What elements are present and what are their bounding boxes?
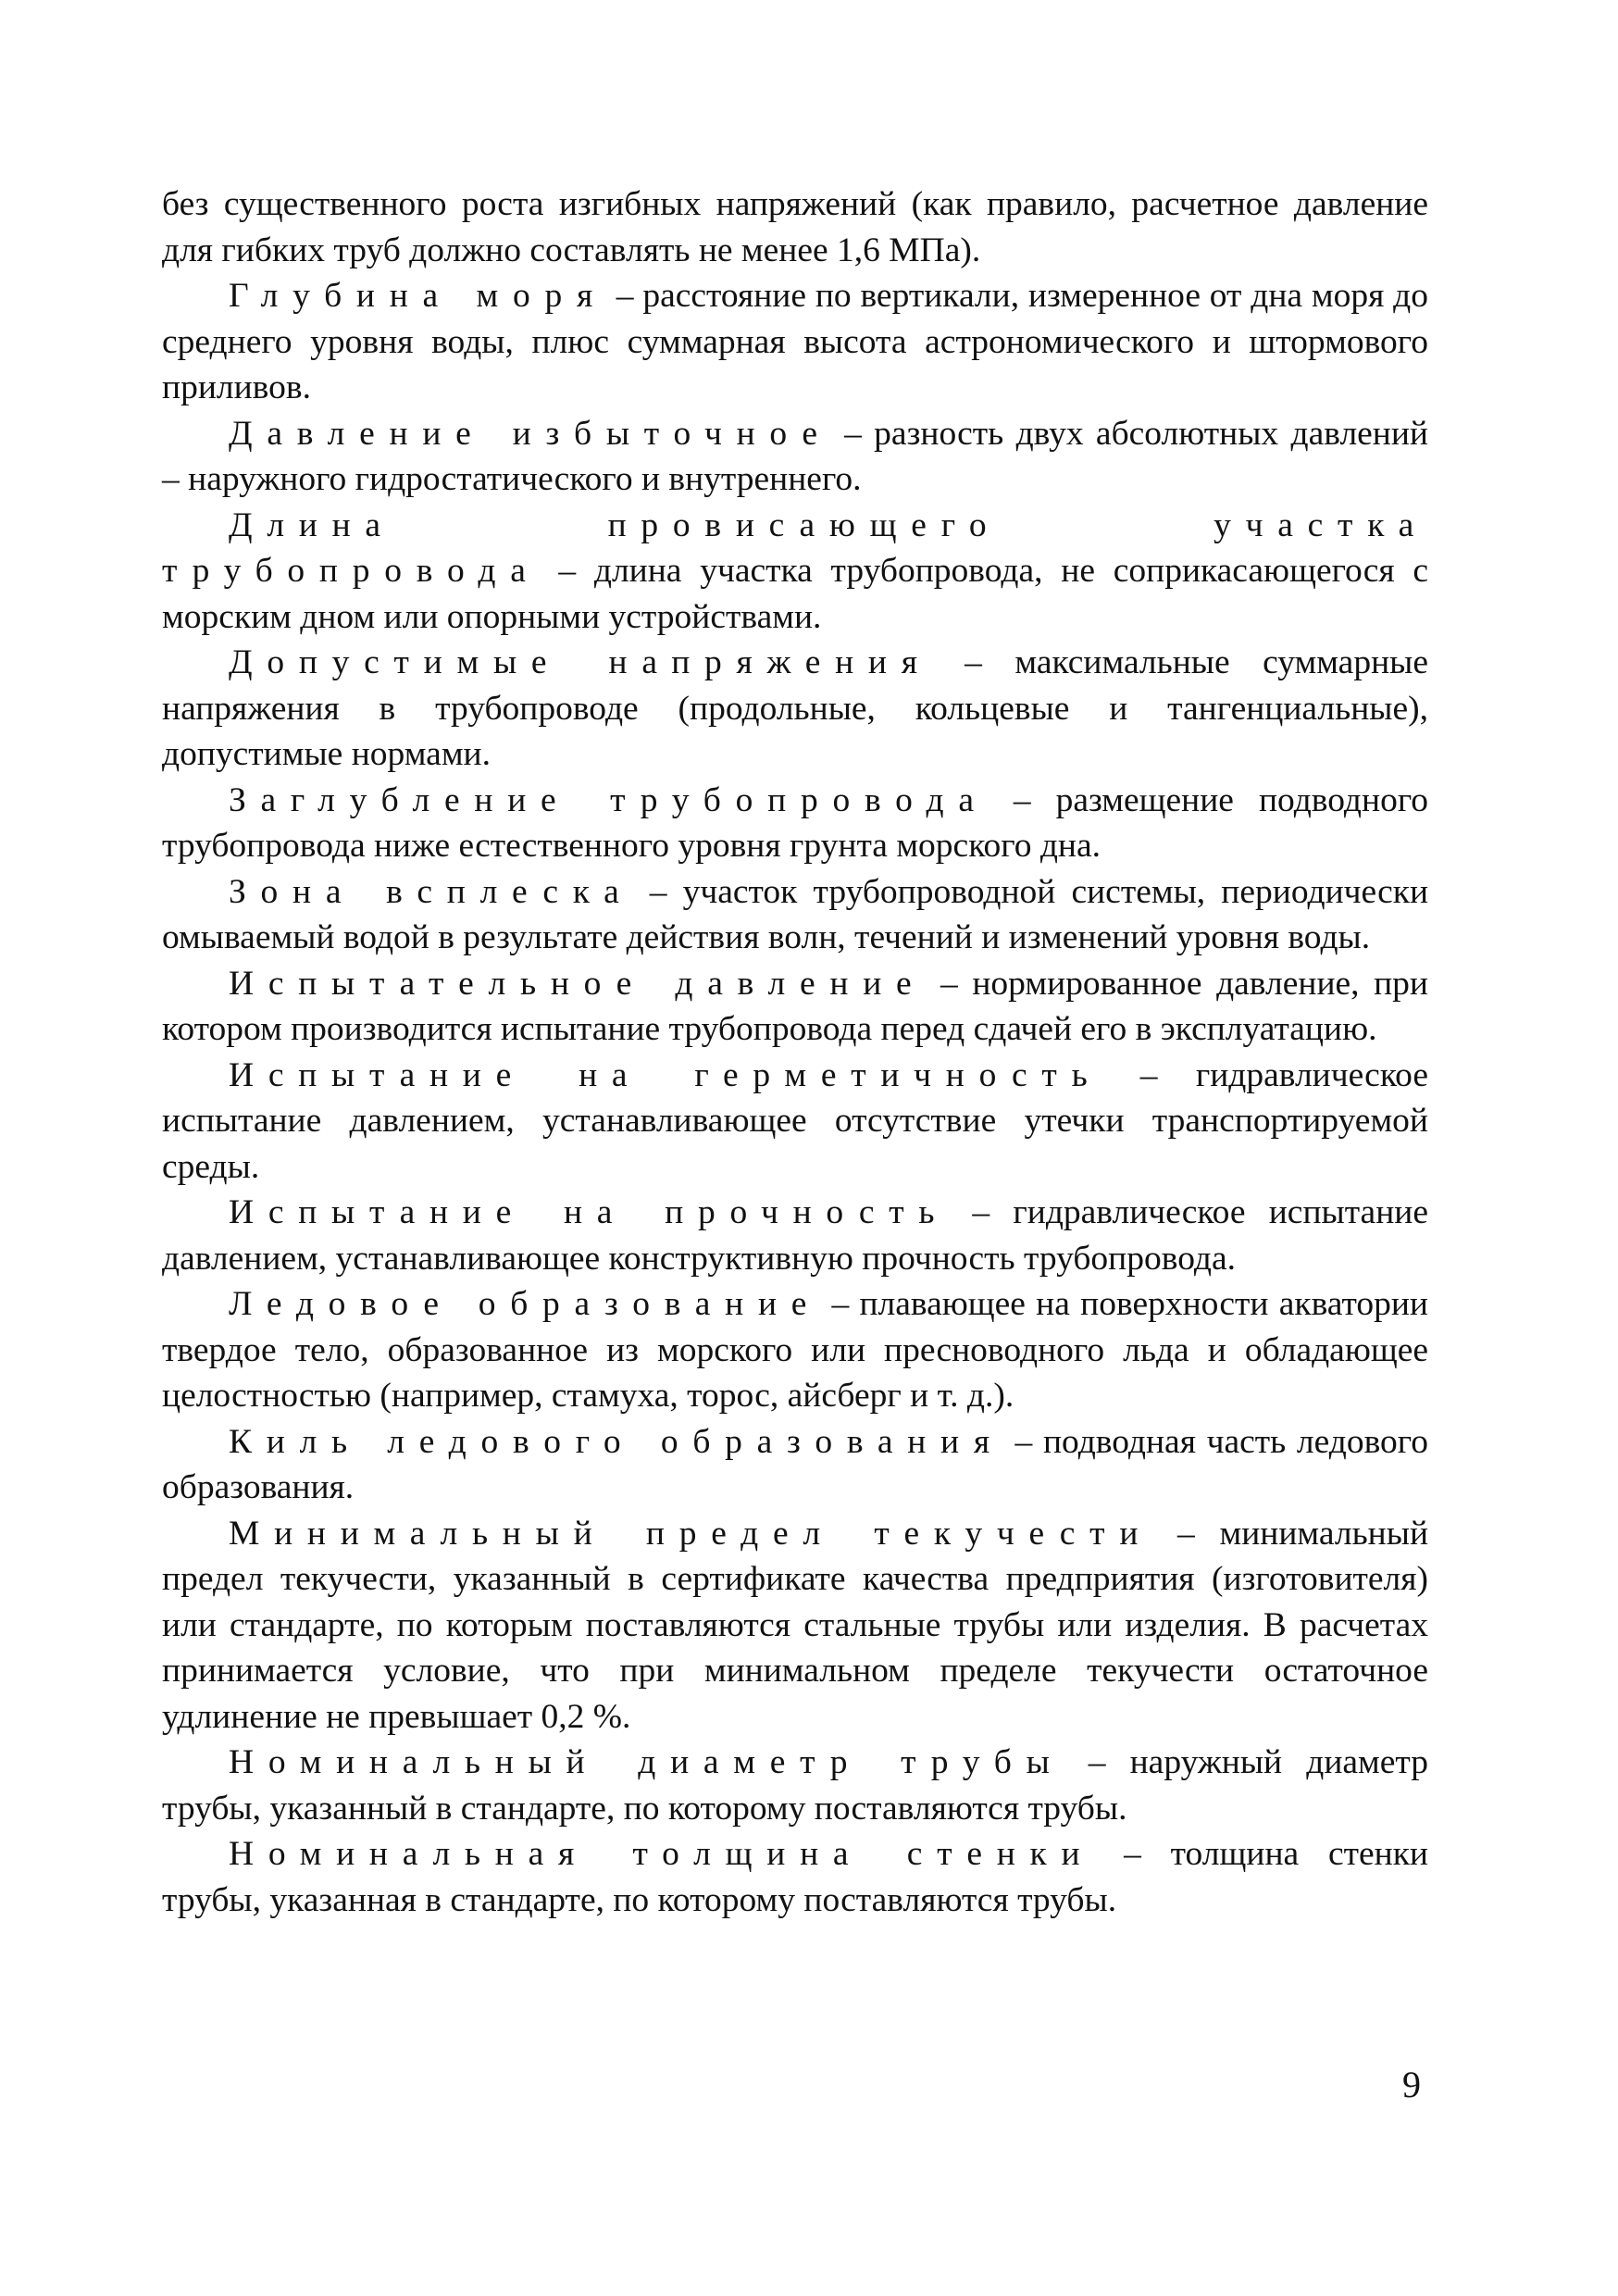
glossary-entry	[162, 1281, 1428, 1419]
glossary-entry	[162, 273, 1428, 411]
glossary-definition: – гидравлическое испытание давлением, устанавливающее отсутствие утечки транспортируемой среды.	[162, 1055, 1428, 1186]
glossary-definition: – нормированное давление, при котором производится испытание трубопровода перед сдачей его в эксплуатацию.	[162, 964, 1429, 1048]
glossary-entry	[162, 503, 1428, 641]
glossary-entry	[162, 1831, 1428, 1923]
glossary-definition: – расстояние по вертикали, измеренное от дна моря до среднего уровня воды, плюс суммарная высота астрономического и штормового приливов.	[162, 277, 1428, 406]
glossary-term: Длина провисающего участка трубопровода	[162, 505, 1428, 590]
glossary-term: Испытание на прочность	[229, 1193, 950, 1231]
glossary-definition: – длина участка трубопровода, не соприкасающегося с морским дном или опорными устройствами.	[162, 552, 1429, 636]
glossary-entry	[162, 778, 1428, 869]
glossary-term: Минимальный предел текучести	[229, 1514, 1153, 1553]
glossary-definition: – минимальный предел текучести, указанный в сертификате качества предприятия (изготовителя) или стандарте, по которым поставляются стальные трубы или изделия. В расчетах принимается условие, что при минимальном пределе текучести остаточное удлинение не превышает 0,2 %.	[162, 1514, 1429, 1736]
glossary-entry	[162, 961, 1428, 1053]
glossary-term: Допустимые напряжения	[229, 643, 932, 681]
glossary-term: Давление избыточное	[229, 414, 832, 453]
glossary-definition: – наружный диаметр трубы, указанный в стандарте, по которому поставляются трубы.	[162, 1743, 1428, 1828]
glossary-term: Киль ледового образования	[229, 1422, 1004, 1461]
page-body-text	[162, 181, 1428, 1923]
glossary-definition: – подводная часть ледового образования.	[162, 1422, 1428, 1506]
page-number: 9	[1402, 2064, 1421, 2105]
glossary-term: Номинальный диаметр трубы	[229, 1743, 1064, 1781]
glossary-term: Ледовое образование	[229, 1285, 822, 1323]
glossary-definition: – разность двух абсолютных давлений – наружного гидростатического и внутреннего.	[162, 414, 1429, 498]
glossary-entry	[162, 640, 1428, 778]
glossary-definition: – максимальные суммарные напряжения в трубопроводе (продольные, кольцевые и тангенциальные), допустимые нормами.	[162, 643, 1428, 773]
glossary-entry	[162, 411, 1428, 503]
glossary-term: Испытательное давление	[229, 964, 927, 1003]
glossary-term: Заглубление трубопровода	[229, 780, 989, 819]
glossary-entry	[162, 1190, 1428, 1281]
glossary-term: Номинальная толщина стенки	[229, 1835, 1095, 1873]
glossary-entry	[162, 869, 1428, 961]
glossary-entry	[162, 1053, 1428, 1191]
glossary-term: Глубина моря	[229, 277, 607, 315]
glossary-entry	[162, 1511, 1428, 1741]
glossary-definition: – гидравлическое испытание давлением, устанавливающее конструктивную прочность трубопровода.	[162, 1193, 1428, 1278]
glossary-term: Испытание на герметичность	[229, 1055, 1102, 1094]
glossary-definition: – толщина стенки трубы, указанная в стандарте, по которому поставляются трубы.	[162, 1835, 1428, 1919]
glossary-definition: – плавающее на поверхности акватории твердое тело, образованное из морского или пресноводного льда и обладающее целостностью (например, стамуха, торос, айсберг и т. д.).	[162, 1285, 1429, 1415]
glossary-definition: – участок трубопроводной системы, периодически омываемый водой в результате действия волн, течений и изменений уровня воды.	[162, 872, 1429, 956]
opening-paragraph: без существенного роста изгибных напряжений (как правило, расчетное давление для гибких труб должно составлять не менее 1,6 МПа).	[162, 185, 1428, 269]
glossary-entry	[162, 1419, 1428, 1511]
glossary-entry	[162, 1740, 1428, 1831]
glossary-definition: – размещение подводного трубопровода ниже естественного уровня грунта морского дна.	[162, 780, 1429, 865]
glossary-term: Зона всплеска	[229, 872, 634, 911]
